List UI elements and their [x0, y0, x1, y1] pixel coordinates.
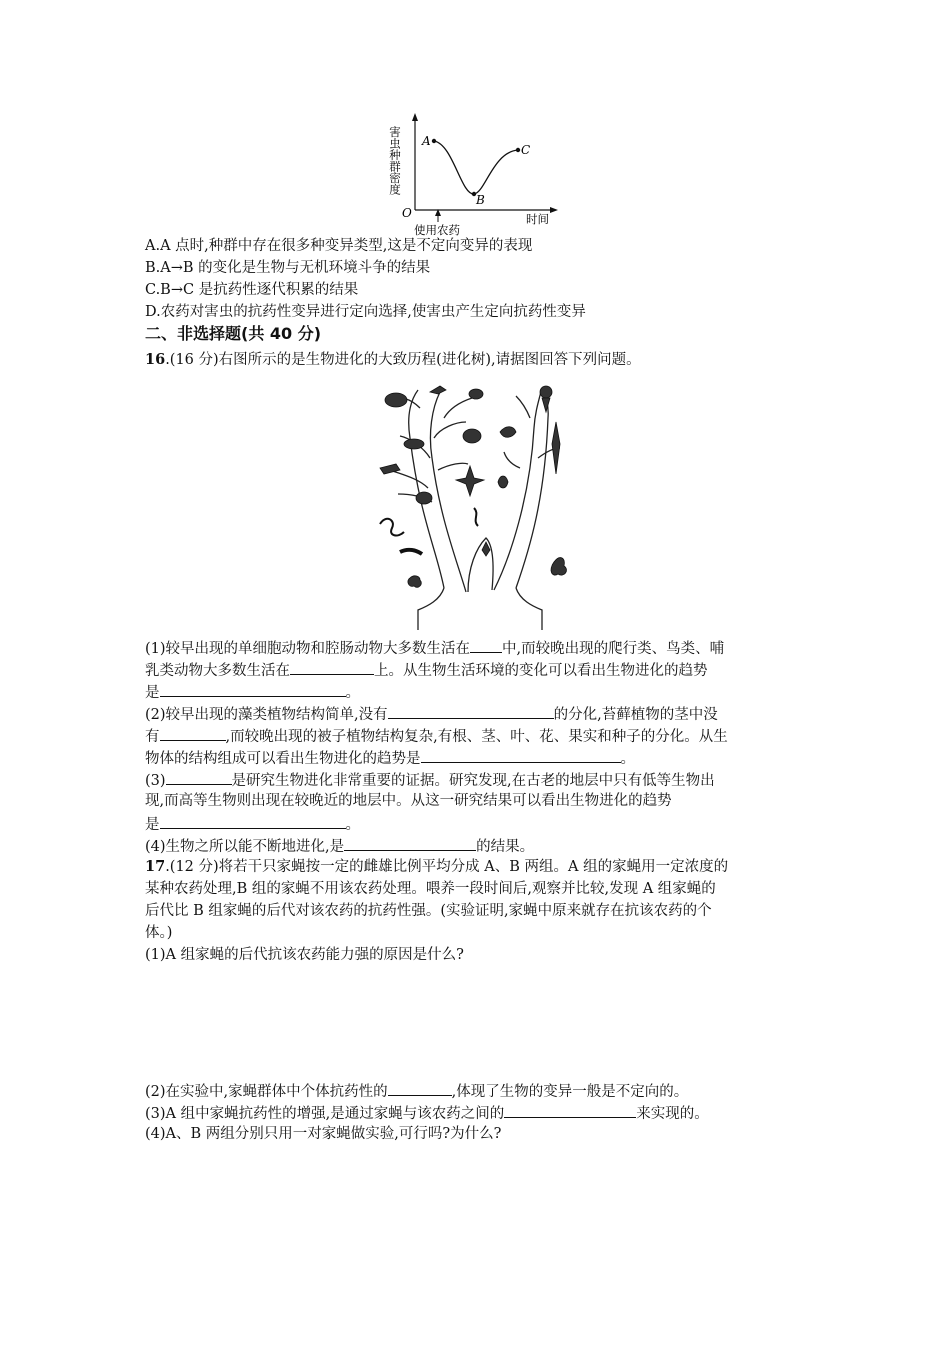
q17-intro-line2: 某种农药处理,B 组的家蝇不用该农药处理。喂养一段时间后,观察并比较,发现 A 组家蝇的 [145, 881, 716, 897]
section-heading: 二、非选择题(共 40 分) [145, 324, 322, 343]
q17-part2: (2)在实验中,家蝇群体中个体抗药性的 ,体现了生物的变异一般是不定向的。 [145, 1080, 688, 1102]
q16-part3-line3: 是 。 [145, 813, 360, 835]
blank-3[interactable] [160, 681, 346, 697]
q17-intro-line1: 17.(12 分)将若干只家蝇按一定的雌雄比例平均分成 A、B 两组。A 组的家蝇用一定浓度的 [145, 858, 729, 875]
evolution-tree-figure [370, 378, 580, 630]
blank-9[interactable] [344, 835, 476, 851]
q16-part1-line1: (1)较早出现的单细胞动物和腔肠动物大多数生活在 中,而较晚出现的爬行类、鸟类、哺 [145, 637, 724, 659]
blank-2[interactable] [290, 659, 374, 675]
blank-8[interactable] [160, 813, 346, 829]
q16-part4: (4)生物之所以能不断地进化,是 的结果。 [145, 835, 534, 857]
point-a-label: A [422, 134, 431, 148]
q17-intro-line4: 体。) [145, 925, 173, 941]
q17-part1: (1)A 组家蝇的后代抗该农药能力强的原因是什么? [145, 947, 464, 963]
point-a-marker [432, 139, 436, 143]
q17-part4: (4)A、B 两组分别只用一对家蝇做实验,可行吗?为什么? [145, 1126, 502, 1142]
blank-5[interactable] [160, 725, 226, 741]
blank-6[interactable] [421, 747, 621, 763]
blank-4[interactable] [388, 703, 554, 719]
q16-part1-line2: 乳类动物大多数生活在 上。从生物生活环境的变化可以看出生物进化的趋势 [145, 659, 708, 681]
q16-part3-line1: (3) 是研究生物进化非常重要的证据。研究发现,在古老的地层中只有低等生物出 [145, 769, 715, 791]
origin-label: O [402, 206, 412, 220]
q16-part2-line2: 有 ,而较晚出现的被子植物结构复杂,有根、茎、叶、花、果实和种子的分化。从生 [145, 725, 728, 747]
point-b-label: B [476, 193, 485, 207]
q17-intro-line3: 后代比 B 组家蝇的后代对该农药的抗药性强。(实验证明,家蝇中原来就存在抗该农药的个 [145, 903, 712, 919]
arrow-label: 使用农药 [414, 223, 460, 237]
population-density-graph [385, 110, 565, 238]
x-axis-label: 时间 [526, 212, 549, 226]
blank-1[interactable] [470, 637, 502, 653]
option-c: C.B→C 是抗药性逐代积累的结果 [145, 282, 359, 298]
option-d: D.农药对害虫的抗药性变异进行定向选择,使害虫产生定向抗药性变异 [145, 304, 586, 320]
blank-11[interactable] [504, 1102, 636, 1118]
point-c-marker [516, 148, 520, 152]
q16-intro: 16.(16 分)右图所示的是生物进化的大致历程(进化树),请据图回答下列问题。 [145, 351, 641, 368]
blank-10[interactable] [388, 1080, 452, 1096]
q16-part2-line3: 物体的结构组成可以看出生物进化的趋势是 。 [145, 747, 635, 769]
blank-7[interactable] [166, 769, 232, 785]
point-c-label: C [521, 143, 531, 157]
option-a: A.A 点时,种群中存在很多种变异类型,这是不定向变异的表现 [145, 238, 533, 254]
option-b: B.A→B 的变化是生物与无机环境斗争的结果 [145, 260, 431, 276]
q17-part3: (3)A 组中家蝇抗药性的增强,是通过家蝇与该农药之间的 来实现的。 [145, 1102, 709, 1124]
y-axis-label: 害虫种群密度 [388, 126, 402, 195]
q16-part2-line1: (2)较早出现的藻类植物结构简单,没有 的分化,苔藓植物的茎中没 [145, 703, 718, 725]
q16-part3-line2: 现,而高等生物则出现在较晚近的地层中。从这一研究结果可以看出生物进化的趋势 [145, 793, 672, 809]
q16-part1-line3: 是 。 [145, 681, 360, 703]
